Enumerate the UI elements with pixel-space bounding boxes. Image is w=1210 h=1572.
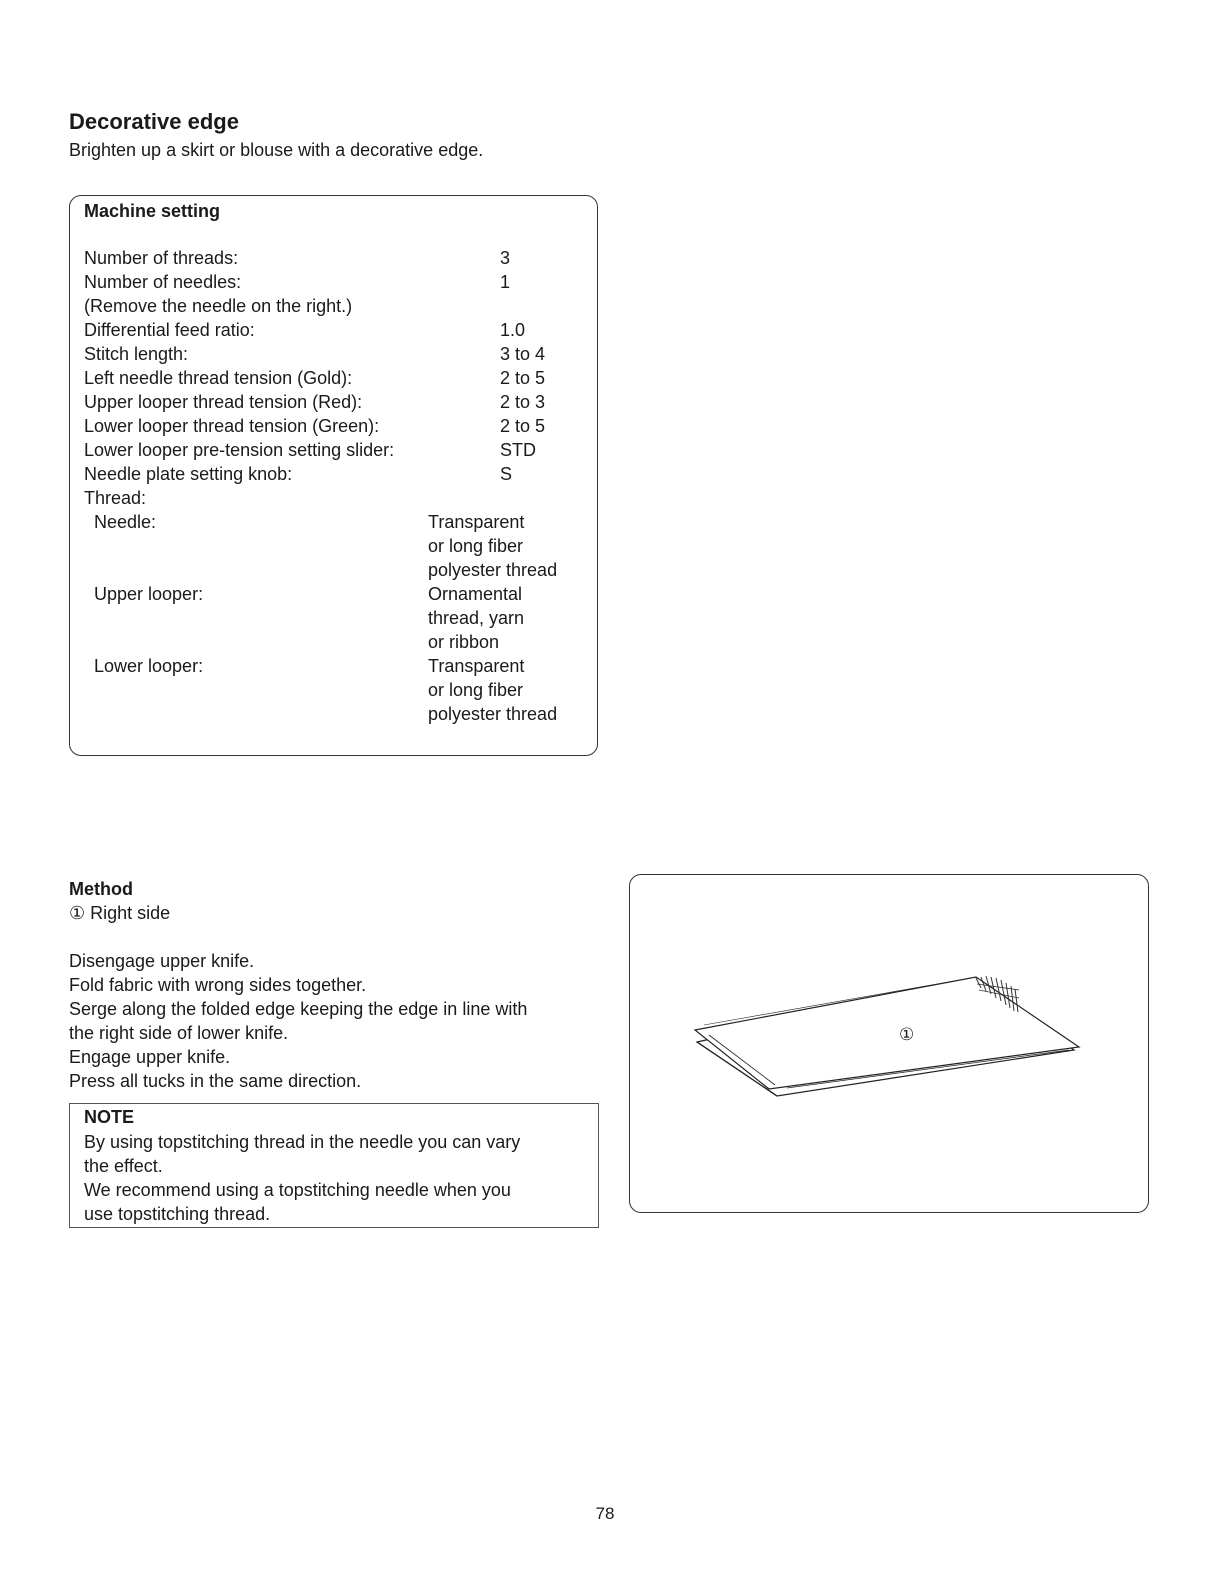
method-step: Engage upper knife. — [69, 1047, 231, 1067]
setting-row — [84, 438, 536, 462]
setting-label: Thread: — [84, 488, 147, 508]
machine-setting-heading: Machine setting — [84, 201, 221, 221]
page-number: 78 — [595, 1504, 615, 1523]
setting-row — [84, 342, 546, 366]
note-line: By using topstitching thread in the needle you can vary — [84, 1132, 521, 1152]
setting-value: 1.0 — [500, 320, 526, 340]
method-step: Disengage upper knife. — [69, 951, 255, 971]
note-line: We recommend using a topstitching needle when you — [84, 1180, 511, 1200]
thread-upper-looper-label: Upper looper: — [94, 584, 204, 604]
setting-value: 1 — [500, 272, 511, 292]
fabric-top-layer — [695, 977, 1079, 1089]
thread-lower-looper-line: Transparent — [428, 656, 525, 676]
note-line: use topstitching thread. — [84, 1204, 271, 1224]
setting-label: Stitch length: — [84, 344, 189, 364]
setting-row — [84, 318, 526, 342]
setting-row — [84, 486, 146, 510]
setting-label: Upper looper thread tension (Red): — [84, 392, 363, 412]
figure-callout: ① — [899, 1025, 915, 1045]
setting-label: Differential feed ratio: — [84, 320, 255, 340]
setting-label: Lower looper pre-tension setting slider: — [84, 440, 395, 460]
page-subtitle: Brighten up a skirt or blouse with a decorative edge. — [69, 140, 484, 160]
setting-row — [84, 246, 511, 270]
setting-row — [84, 462, 513, 486]
thread-needle-label: Needle: — [94, 512, 157, 532]
thread-needle-line: or long fiber — [428, 536, 524, 556]
method-step: Serge along the folded edge keeping the edge in line with — [69, 999, 528, 1019]
setting-label: Left needle thread tension (Gold): — [84, 368, 353, 388]
setting-row — [84, 390, 546, 414]
setting-value: STD — [500, 440, 536, 460]
method-step: Fold fabric with wrong sides together. — [69, 975, 367, 995]
setting-value: S — [500, 464, 513, 484]
thread-needle-line: Transparent — [428, 512, 525, 532]
setting-label: (Remove the needle on the right.) — [84, 296, 353, 316]
setting-label: Lower looper thread tension (Green): — [84, 416, 380, 436]
note-line: the effect. — [84, 1156, 163, 1176]
setting-value: 3 — [500, 248, 511, 268]
method-step: Press all tucks in the same direction. — [69, 1071, 362, 1091]
method-heading: Method — [69, 879, 133, 899]
thread-lower-looper-label: Lower looper: — [94, 656, 204, 676]
setting-row — [84, 294, 352, 318]
setting-label: Needle plate setting knob: — [84, 464, 293, 484]
page-title: Decorative edge — [69, 109, 239, 134]
setting-row — [84, 270, 511, 294]
setting-value: 2 to 3 — [500, 392, 546, 412]
method-legend: ① Right side — [69, 903, 171, 923]
setting-label: Number of threads: — [84, 248, 239, 268]
thread-needle-line: polyester thread — [428, 560, 558, 580]
thread-lower-looper-line: polyester thread — [428, 704, 558, 724]
setting-label: Number of needles: — [84, 272, 242, 292]
setting-row — [84, 366, 546, 390]
setting-value: 2 to 5 — [500, 416, 546, 436]
setting-value: 2 to 5 — [500, 368, 546, 388]
thread-upper-looper-line: thread, yarn — [428, 608, 525, 628]
folded-fabric-illustration — [629, 874, 1149, 1213]
setting-row — [84, 414, 546, 438]
setting-value: 3 to 4 — [500, 344, 546, 364]
method-step: the right side of lower knife. — [69, 1023, 289, 1043]
note-title: NOTE — [84, 1107, 135, 1127]
thread-upper-looper-line: Ornamental — [428, 584, 523, 604]
thread-upper-looper-line: or ribbon — [428, 632, 500, 652]
thread-lower-looper-line: or long fiber — [428, 680, 524, 700]
